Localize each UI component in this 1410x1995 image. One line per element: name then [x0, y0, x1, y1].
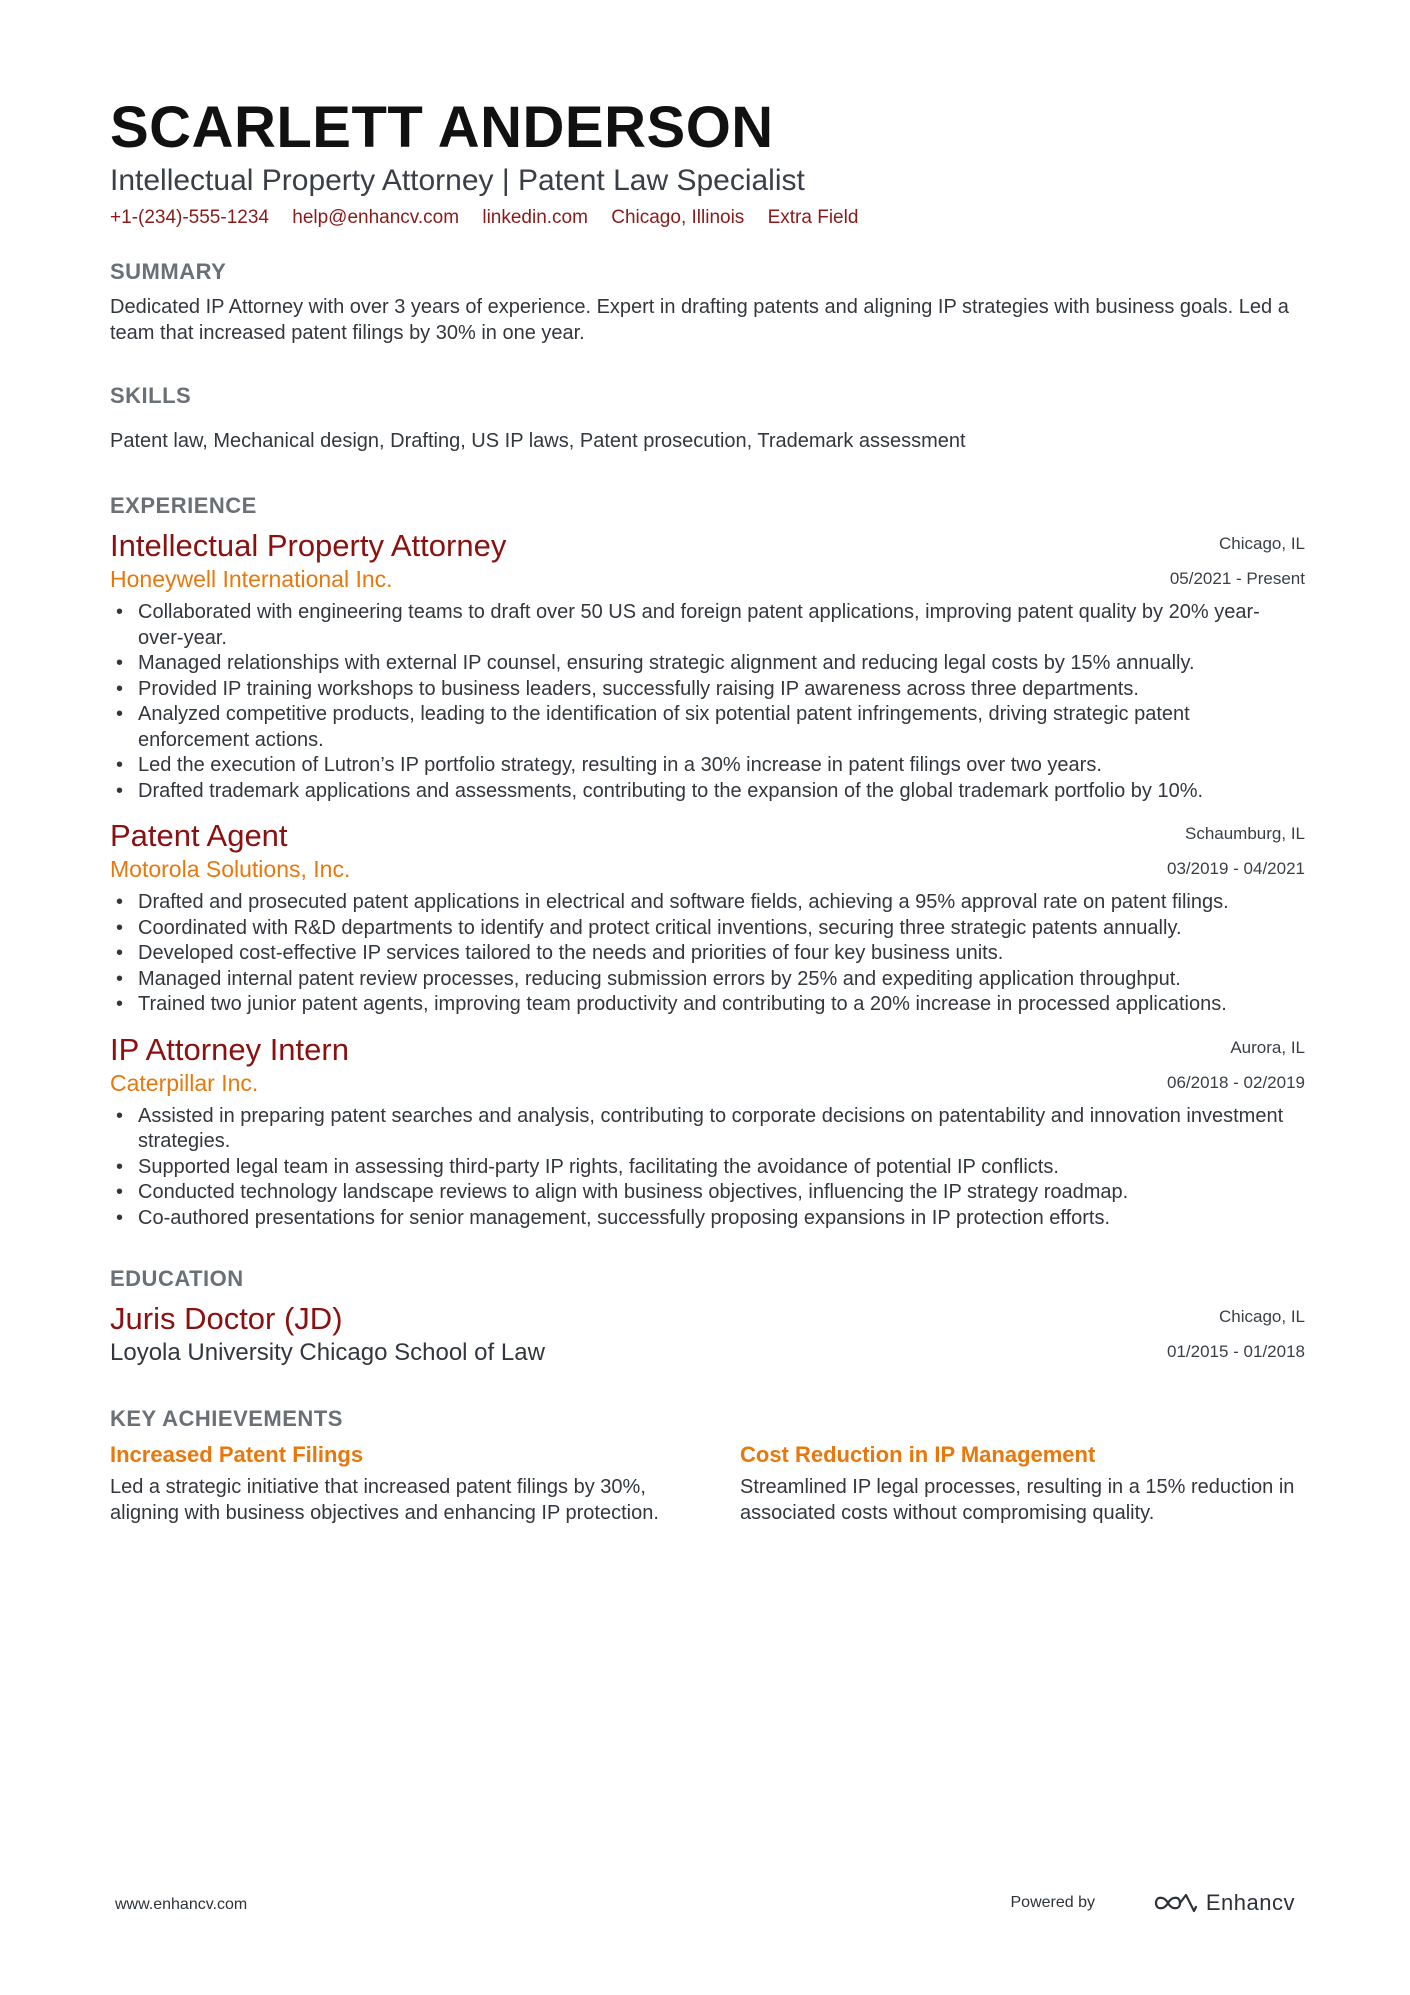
- education-dates: 01/2015 - 01/2018: [1166, 1342, 1305, 1361]
- job-bullet: • Drafted and prosecuted patent applications in electrical and software fields, achieving a 95% approval rate on patent filings.: [138, 890, 1305, 916]
- contact-phone: +1-(234)-555-1234: [110, 207, 269, 228]
- experience-item: [110, 528, 1305, 804]
- achievement-title: Cost Reduction in IP Management: [740, 1442, 1096, 1467]
- job-bullet: • Collaborated with engineering teams to draft over 50 US and foreign patent applications, improving patent quality by 20% year-over-year.: [138, 600, 1305, 651]
- job-bullet: • Managed relationships with external IP counsel, ensuring strategic alignment and reducing legal costs by 15% annually.: [138, 651, 1305, 677]
- job-bullet: • Supported legal team in assessing third-party IP rights, facilitating the avoidance of potential IP conflicts.: [138, 1155, 1305, 1181]
- resume-header: [110, 96, 1305, 230]
- job-location: Aurora, IL: [1230, 1037, 1305, 1057]
- skills-title: SKILLS: [110, 383, 192, 408]
- achievements-title: KEY ACHIEVEMENTS: [110, 1406, 343, 1431]
- summary-text: Dedicated IP Attorney with over 3 years of experience. Expert in drafting patents and aligning IP strategies with business goals. Led a team that increased patent filings by 30% in one year.: [110, 296, 1289, 344]
- job-bullet: • Assisted in preparing patent searches and analysis, contributing to corporate decisions on patentability and innovation investment strategies.: [138, 1104, 1305, 1155]
- education-section: [110, 1265, 1305, 1369]
- job-bullet: • Trained two junior patent agents, improving team productivity and contributing to a 20% increase in processed applications.: [138, 992, 1305, 1018]
- skills-section: [110, 382, 1305, 454]
- company-name: Motorola Solutions, Inc.: [110, 856, 351, 882]
- job-bullet: • Drafted trademark applications and assessments, contributing to the expansion of the global trademark portfolio by 10%.: [138, 779, 1305, 805]
- experience-title: EXPERIENCE: [110, 493, 257, 518]
- enhancv-logo-icon: [1152, 1890, 1198, 1916]
- contact-info: [110, 206, 1305, 230]
- education-location: Chicago, IL: [1219, 1307, 1305, 1326]
- job-bullet: • Developed cost-effective IP services tailored to the needs and priorities of four key business units.: [138, 941, 1305, 967]
- summary-section: [110, 258, 1305, 346]
- degree-title: Juris Doctor (JD): [110, 1301, 343, 1336]
- experience-section: [110, 492, 1305, 1231]
- enhancv-logo[interactable]: [1152, 1890, 1295, 1916]
- achievement-text: Led a strategic initiative that increased patent filings by 30%, aligning with business objectives and enhancing IP protection.: [110, 1476, 659, 1524]
- job-bullet: • Provided IP training workshops to business leaders, successfully raising IP awareness across three departments.: [138, 677, 1305, 703]
- education-title: EDUCATION: [110, 1266, 244, 1291]
- contact-linkedin[interactable]: linkedin.com: [482, 207, 588, 228]
- job-dates: 05/2021 - Present: [1169, 569, 1305, 588]
- job-bullet: • Analyzed competitive products, leading to the identification of six potential patent infringements, driving strategic patent enforcement actions.: [138, 702, 1305, 753]
- job-bullet: • Co-authored presentations for senior management, successfully proposing expansions in IP protection efforts.: [138, 1206, 1305, 1232]
- experience-item: [110, 818, 1305, 1018]
- experience-item: [110, 1032, 1305, 1232]
- candidate-headline: Intellectual Property Attorney | Patent Law Specialist: [110, 164, 805, 197]
- powered-by-label: Powered by: [1010, 1894, 1095, 1911]
- job-bullet: • Conducted technology landscape reviews to align with business objectives, influencing the IP strategy roadmap.: [138, 1180, 1305, 1206]
- achievement-title: Increased Patent Filings: [110, 1442, 364, 1467]
- job-title: Intellectual Property Attorney: [110, 528, 507, 563]
- job-bullets: [110, 600, 1305, 804]
- contact-location: Chicago, Illinois: [611, 207, 745, 228]
- job-title: Patent Agent: [110, 818, 288, 853]
- school-name: Loyola University Chicago School of Law: [110, 1339, 545, 1366]
- achievements-section: [110, 1405, 1305, 1526]
- enhancv-brand-text: Enhancv: [1205, 1890, 1295, 1915]
- footer-website[interactable]: www.enhancv.com: [115, 1896, 248, 1913]
- job-bullets: [110, 1104, 1305, 1232]
- resume-page: [110, 96, 1305, 1526]
- achievements-grid: [110, 1441, 1305, 1526]
- job-bullet: • Coordinated with R&D departments to identify and protect critical inventions, securing three strategic patents annually.: [138, 916, 1305, 942]
- job-bullet: • Led the execution of Lutron’s IP portfolio strategy, resulting in a 30% increase in patent filings over two years.: [138, 753, 1305, 779]
- education-item: [110, 1301, 1305, 1369]
- job-title: IP Attorney Intern: [110, 1031, 349, 1067]
- job-bullet: • Managed internal patent review processes, reducing submission errors by 25% and expediting application throughput.: [138, 967, 1305, 993]
- job-dates: 06/2018 - 02/2019: [1166, 1072, 1305, 1092]
- achievement-text: Streamlined IP legal processes, resulting in a 15% reduction in associated costs without compromising quality.: [740, 1476, 1295, 1524]
- achievement-item: [740, 1441, 1305, 1526]
- company-name: Honeywell International Inc.: [110, 566, 393, 592]
- job-location: Schaumburg, IL: [1184, 824, 1305, 843]
- company-name: Caterpillar Inc.: [110, 1069, 259, 1096]
- page-footer: [115, 1890, 1295, 1920]
- contact-extra-field: Extra Field: [767, 207, 859, 228]
- job-dates: 03/2019 - 04/2021: [1166, 859, 1305, 878]
- achievement-item: [110, 1441, 675, 1526]
- job-location: Chicago, IL: [1219, 534, 1305, 553]
- candidate-name: SCARLETT ANDERSON: [110, 95, 774, 160]
- job-bullets: [110, 890, 1305, 1018]
- skills-text: Patent law, Mechanical design, Drafting, US IP laws, Patent prosecution, Trademark assessment: [110, 430, 966, 452]
- summary-title: SUMMARY: [110, 259, 227, 284]
- contact-email[interactable]: help@enhancv.com: [292, 207, 460, 228]
